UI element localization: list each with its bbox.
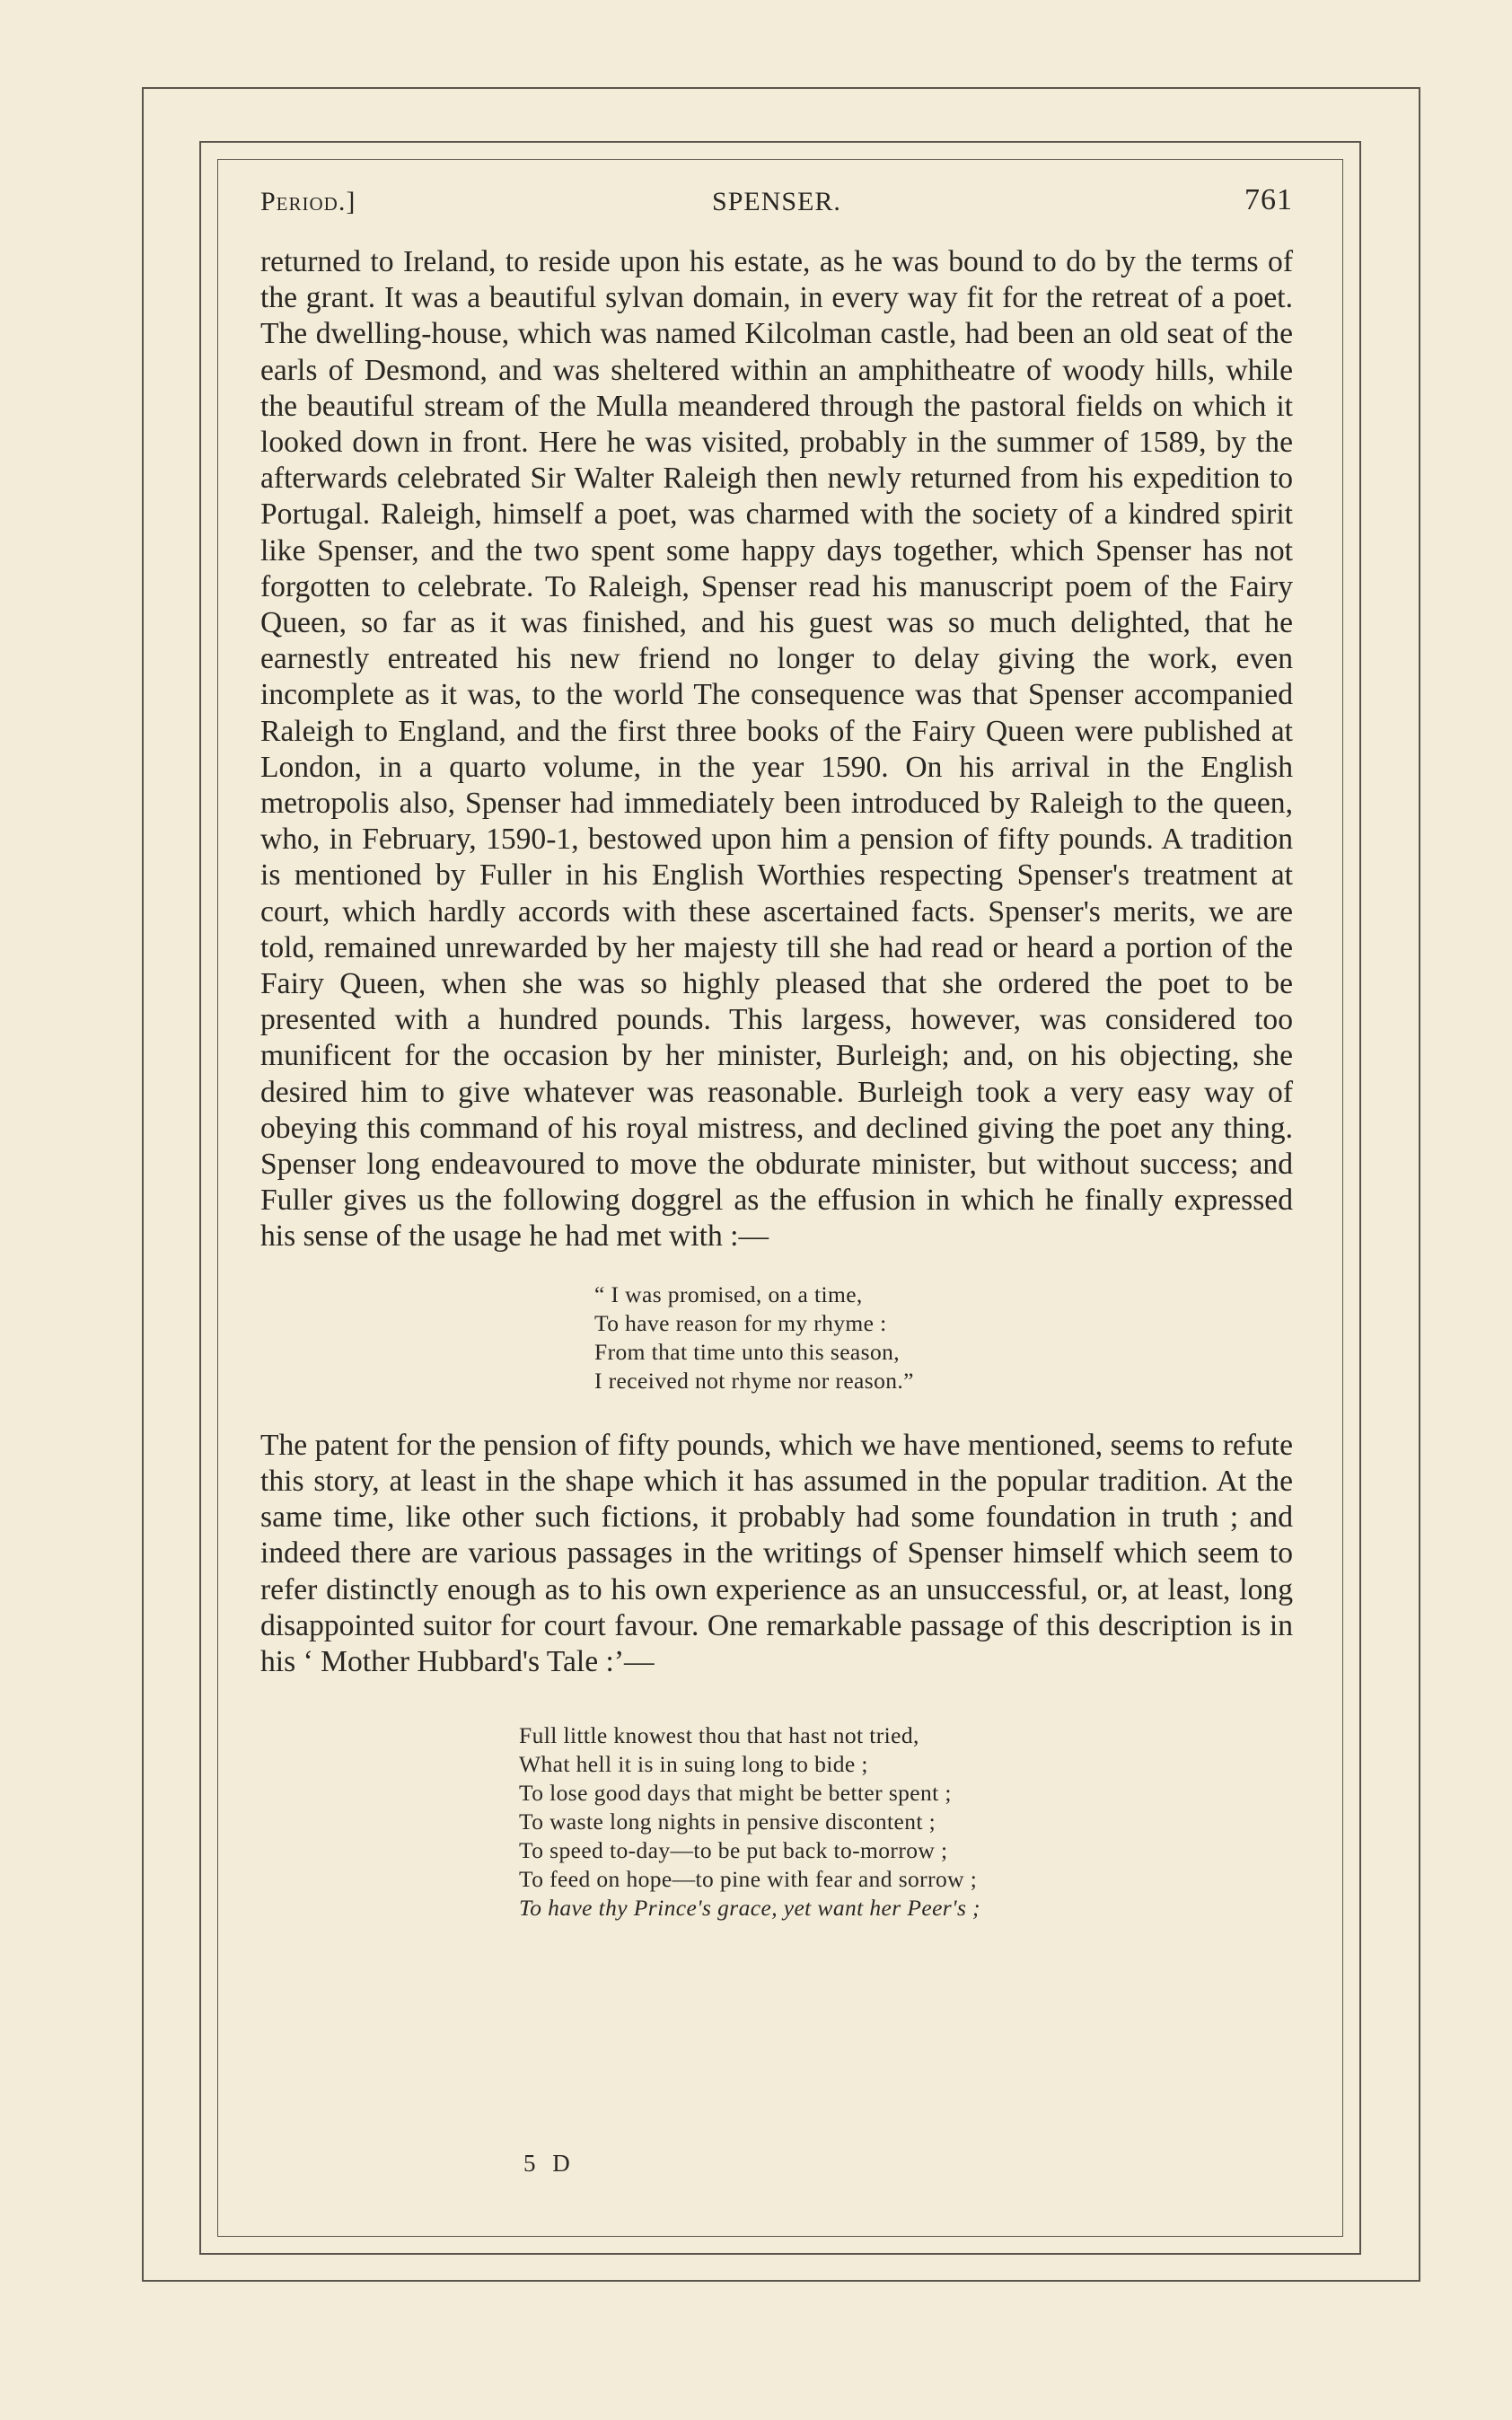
verse-line: Full little knowest thou that hast not tried, — [519, 1722, 919, 1749]
running-head-title: SPENSER. — [712, 187, 841, 216]
verse-line: I received not rhyme nor reason.” — [594, 1367, 914, 1394]
signature-mark: 5 D — [523, 2150, 576, 2177]
page-body — [260, 180, 1293, 1923]
verse-quote-1 — [594, 1280, 1293, 1395]
verse-line: To feed on hope—to pine with fear and sorrow ; — [519, 1866, 978, 1893]
verse-line: To waste long nights in pensive discontent ; — [519, 1808, 936, 1835]
verse-line: From that time unto this season, — [594, 1338, 901, 1365]
verse-quote-2 — [519, 1721, 1293, 1923]
page-number: 761 — [1244, 183, 1293, 216]
verse-line: What hell it is in suing long to bide ; — [519, 1751, 868, 1778]
verse-line: “ I was promised, on a time, — [594, 1280, 863, 1307]
running-head — [260, 180, 1293, 224]
verse-line: To have thy Prince's grace, yet want her Peer's ; — [519, 1895, 980, 1922]
paragraph-1: returned to Ireland, to reside upon his estate, as he was bound to do by the terms of the grant. It was a beautiful sylvan domain, in every way fit for the retreat of a poet. The dwelling-house, which was named Kilcolman castle, had been an old seat of the earls of Desmond, and was sheltered within an amphitheatre of woody hills, while the beautiful stream of the Mulla meandered through the pastoral fields on which it looked down in front. Here he was visited, probably in the summer of 1589, by the afterwards celebrated Sir Walter Raleigh then newly returned from his expedition to Portugal. Raleigh, himself a poet, was charmed with the society of a kindred spirit like Spenser, and the two spent some happy days together, which Spenser has not forgotten to celebrate. To Raleigh, Spenser read his manuscript poem of the Fairy Queen, so far as it was finished, and his guest was so much delighted, that he earnestly entreated his new friend no longer to delay giving the work, even incomplete as it was, to the world The consequence was that Spenser accompanied Raleigh to England, and the first three books of the Fairy Queen were published at London, in a quarto volume, in the year 1590. On his arrival in the English metropolis also, Spenser had immediately been introduced by Raleigh to the queen, who, in February, 1590-1, bestowed upon him a pension of fifty pounds. A tradition is mentioned by Fuller in his English Worthies respecting Spenser's treatment at court, which hardly accords with these ascertained facts. Spenser's merits, we are told, remained unrewarded by her majesty till she had read or heard a portion of the Fairy Queen, when she was so highly pleased that she ordered the poet to be presented with a hundred pounds. This largess, however, was considered too munificent for the occasion by her minister, Burleigh; and, on his objecting, she desired him to give whatever was reasonable. Burleigh took a very easy way of obeying this command of his royal mistress, and declined giving the poet any thing. Spenser long endeavoured to move the obdurate minister, but without success; and Fuller gives us the following doggrel as the effusion in which he finally expressed his sense of the usage he had met with :— — [260, 245, 1293, 1254]
verse-line: To have reason for my rhyme : — [594, 1309, 887, 1336]
running-head-period: Period.] — [260, 187, 356, 216]
verse-line: To speed to-day—to be put back to-morrow ; — [519, 1837, 948, 1864]
paragraph-2: The patent for the pension of fifty pounds, which we have mentioned, seems to refute this story, at least in the shape which it has assumed in the popular tradition. At the same time, like other such fictions, it probably had some foundation in truth ; and indeed there are various passages in the writings of Spenser himself which seem to refer distinctly enough as to his own experience as an unsuccessful, or, at least, long disappointed suitor for court favour. One remarkable passage of this description is in his ‘ Mother Hubbard's Tale :’— — [260, 1428, 1293, 1678]
verse-line: To lose good days that might be better spent ; — [519, 1780, 952, 1807]
